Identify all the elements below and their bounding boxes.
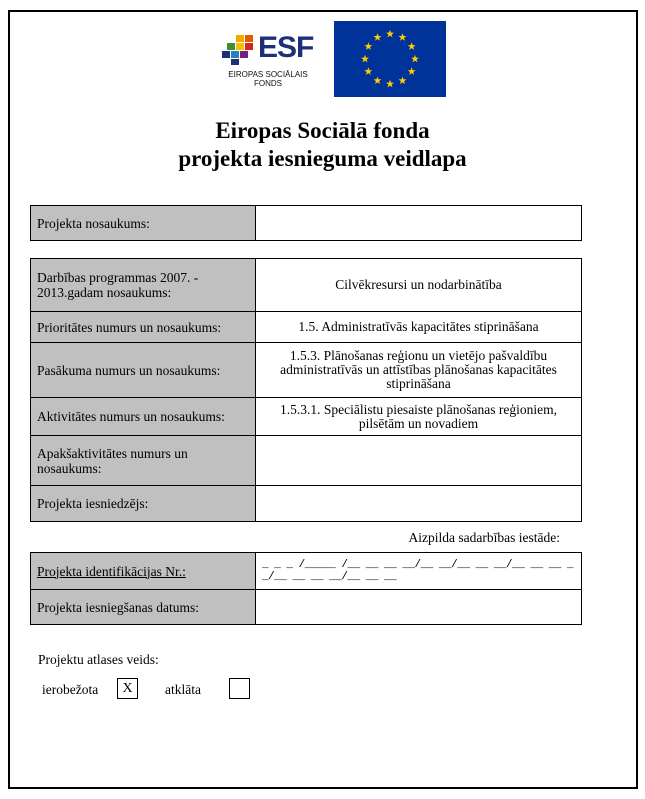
subactivity-field[interactable] <box>256 436 581 485</box>
programme-value[interactable]: Cilvēkresursi un nodarbinātība <box>335 277 502 292</box>
project-name-label: Projekta nosaukums: <box>31 206 256 240</box>
table-row <box>31 436 581 486</box>
project-id-field[interactable]: _ _ _ /_____ /__ __ __ __/__ __/__ __ __/__ __ __ __/__ __ __ __/__ __ __ <box>262 559 574 583</box>
table-row <box>31 343 581 398</box>
restricted-option-label: ierobežota <box>42 682 99 697</box>
table-row <box>31 312 581 343</box>
applicant-label: Projekta iesniedzējs: <box>31 486 256 521</box>
open-checkbox[interactable] <box>229 678 250 699</box>
selection-type-label: Projektu atlases veids: <box>38 652 159 667</box>
authority-note: Aizpilda sadarbības iestāde: <box>408 530 560 545</box>
esf-subtitle-line2: FONDS <box>254 79 282 88</box>
esf-subtitle-line1: EIROPAS SOCIĀLAIS <box>228 70 308 79</box>
priority-value[interactable]: 1.5. Administratīvās kapacitātes stiprināšana <box>298 319 539 334</box>
project-name-field[interactable] <box>256 206 581 240</box>
page-title-line1: Eiropas Sociālā fonda <box>215 118 430 143</box>
table-row <box>31 590 581 624</box>
table-row <box>31 486 581 521</box>
page-title-line2: projekta iesnieguma veidlapa <box>178 146 467 171</box>
applicant-field[interactable] <box>256 486 581 521</box>
activity-label: Aktivitātes numurs un nosaukums: <box>31 398 256 435</box>
table-row <box>31 206 581 240</box>
programme-label: Darbības programmas 2007. - 2013.gadam nosaukums: <box>31 259 256 311</box>
subactivity-label: Apakšaktivitātes numurs un nosaukums: <box>31 436 256 485</box>
table-row <box>31 553 581 590</box>
project-id-label: Projekta identifikācijas Nr.: <box>37 563 186 579</box>
activity-value[interactable]: 1.5.3.1. Speciālistu piesaiste plānošanas reģioniem, pilsētām un novadiem <box>279 401 558 431</box>
authority-table <box>30 552 582 625</box>
submission-date-field[interactable] <box>256 590 581 624</box>
table-row <box>31 259 581 312</box>
table-row <box>31 398 581 436</box>
open-option-label: atklāta <box>165 682 201 697</box>
esf-mosaic-icon <box>222 35 256 65</box>
programme-table <box>30 258 582 522</box>
restricted-checkbox[interactable]: X <box>117 678 138 699</box>
esf-brand-text: ESF <box>258 31 314 64</box>
priority-label: Prioritātes numurs un nosaukums: <box>31 312 256 342</box>
eu-flag-icon <box>334 21 446 97</box>
submission-date-label: Projekta iesniegšanas datums: <box>31 590 256 624</box>
project-name-table <box>30 205 582 241</box>
measure-label: Pasākuma numurs un nosaukums: <box>31 343 256 397</box>
esf-logo <box>222 33 314 89</box>
measure-value[interactable]: 1.5.3. Plānošanas reģionu un vietējo pašvaldību administratīvās un attīstības plānošanas kapacitātes stiprināšana <box>280 348 557 391</box>
